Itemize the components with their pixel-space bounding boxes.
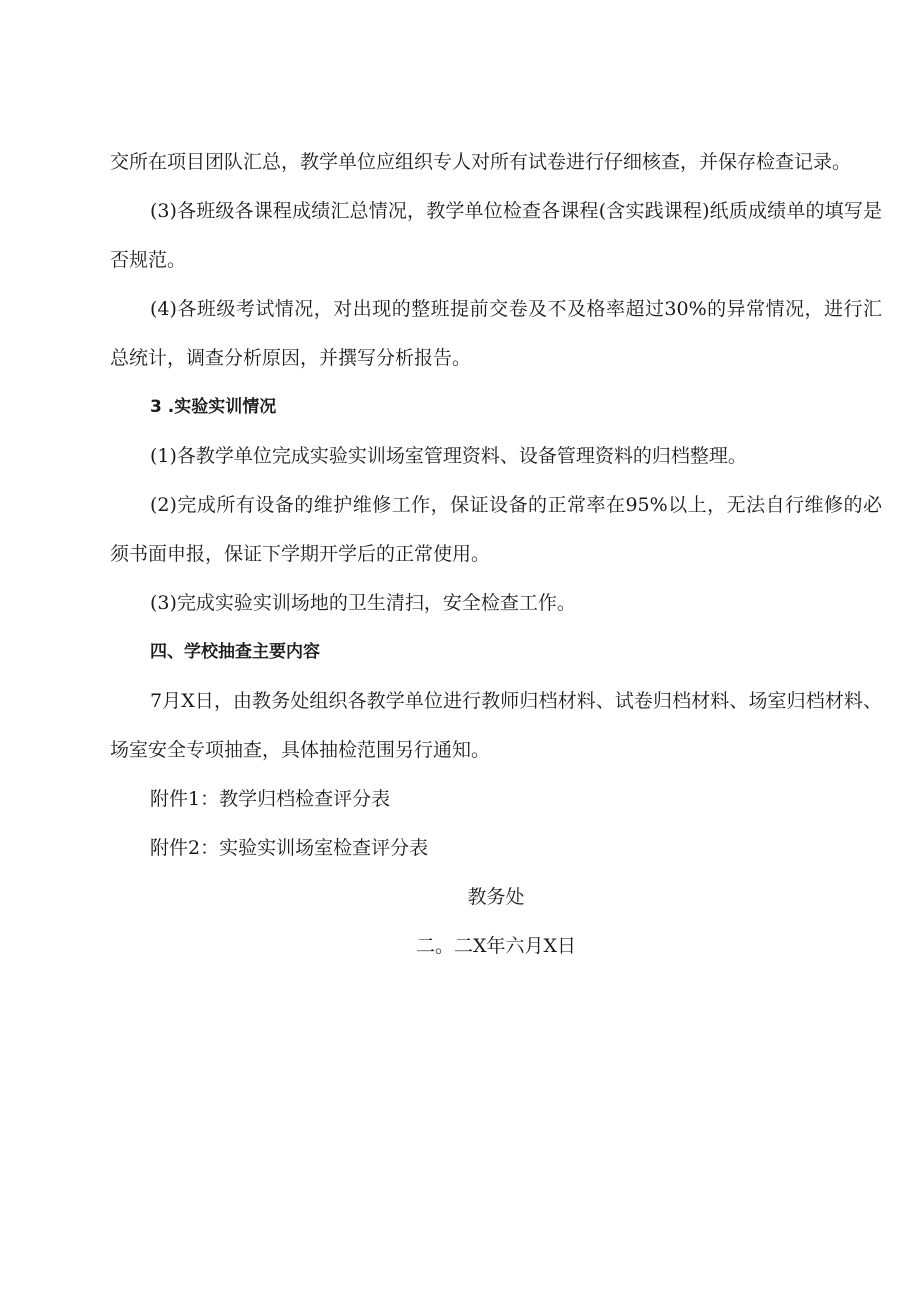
document-body bbox=[110, 138, 882, 971]
paragraph-lab-cleaning: (3)完成实验实训场地的卫生清扫，安全检查工作。 bbox=[150, 592, 576, 614]
paragraph-grade-summary: (3)各班级各课程成绩汇总情况，教学单位检查各课程(含实践课程)纸质成绩单的填写是否规范。 bbox=[110, 200, 882, 271]
signature-date: 二。二X年六月X日 bbox=[415, 935, 577, 957]
section-heading-lab-training: 3 .实验实训情况 bbox=[150, 397, 277, 417]
paragraph-archive-check: 交所在项目团队汇总，教学单位应组织专人对所有试卷进行仔细核查，并保存检查记录。 bbox=[110, 151, 852, 173]
signature-org: 教务处 bbox=[467, 886, 525, 908]
attachment-1: 附件1：教学归档检查评分表 bbox=[150, 788, 391, 810]
paragraph-lab-archive: (1)各教学单位完成实验实训场室管理资料、设备管理资料的归档整理。 bbox=[150, 445, 747, 467]
attachment-2: 附件2：实验实训场室检查评分表 bbox=[150, 837, 429, 859]
section-heading-spot-check: 四、学校抽查主要内容 bbox=[150, 642, 320, 662]
paragraph-spot-check-details: 7月X日，由教务处组织各教学单位进行教师归档材料、试卷归档材料、场室归档材料、场室安全专项抽查，具体抽检范围另行通知。 bbox=[110, 690, 882, 761]
paragraph-exam-situation: (4)各班级考试情况，对出现的整班提前交卷及不及格率超过30%的异常情况，进行汇总统计，调查分析原因，并撰写分析报告。 bbox=[110, 298, 882, 369]
paragraph-equipment-maintenance: (2)完成所有设备的维护维修工作，保证设备的正常率在95%以上，无法自行维修的必须书面申报，保证下学期开学后的正常使用。 bbox=[110, 494, 882, 565]
